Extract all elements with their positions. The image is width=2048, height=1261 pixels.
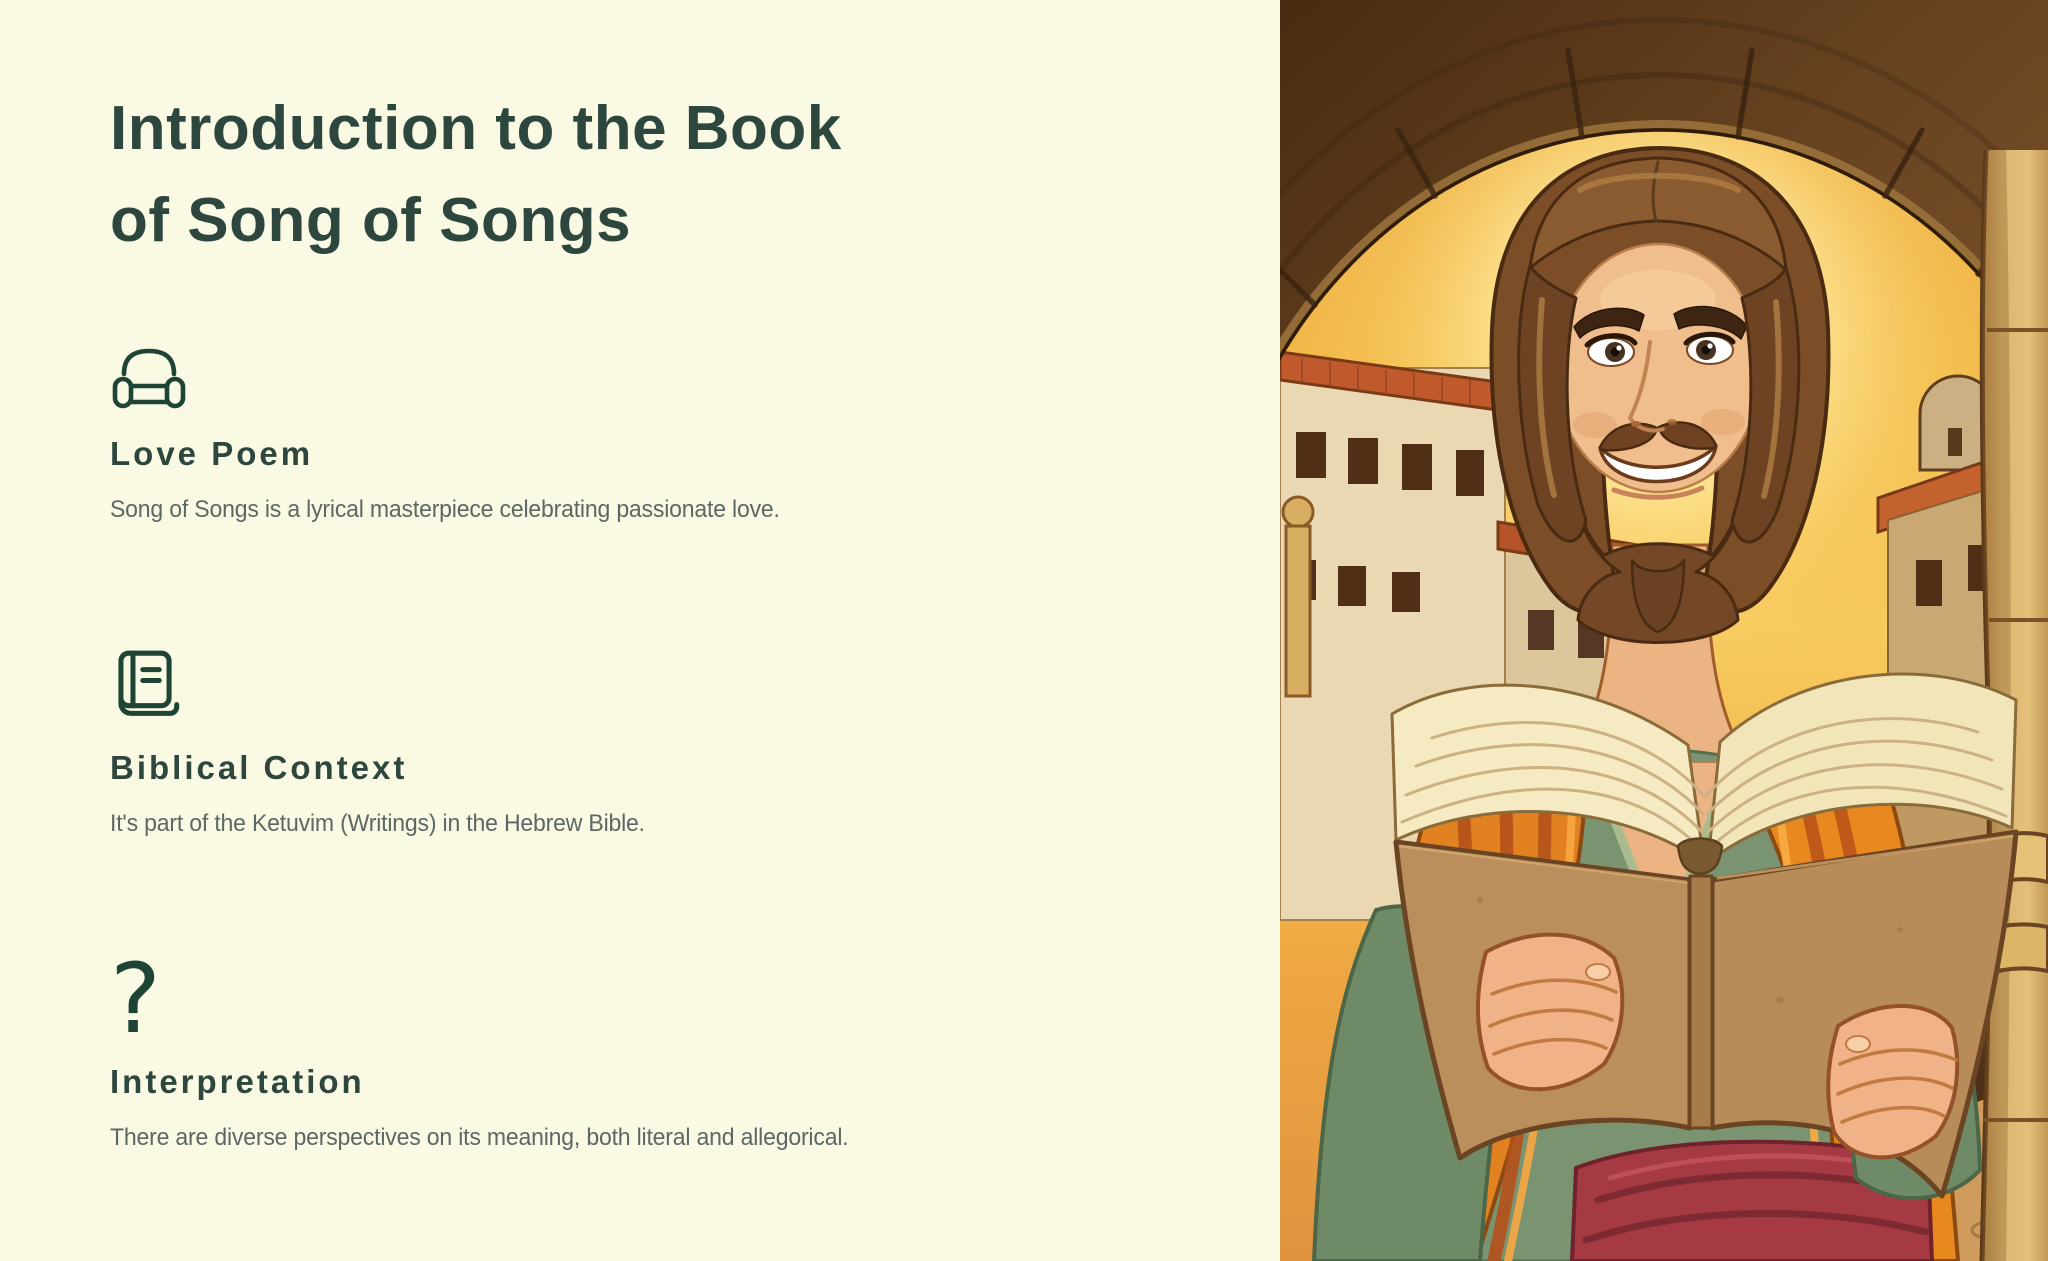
question-glyph: ? (110, 943, 161, 1055)
section-heading: Biblical Context (110, 749, 408, 786)
title-line-1: Introduction to the Book (110, 94, 842, 163)
illustration (1280, 0, 2048, 1261)
section-body: There are diverse perspectives on its meaning, both literal and allegorical. (110, 1124, 849, 1151)
right-hand (1828, 1006, 1957, 1157)
page-title (110, 83, 1190, 267)
section-body: It's part of the Ketuvim (Writings) in the Hebrew Bible. (110, 810, 645, 837)
book-icon (110, 645, 1190, 725)
illustration-svg (1280, 0, 2048, 1261)
section-interpretation (110, 943, 1190, 1153)
question-mark-icon (110, 943, 1190, 1055)
left-hand (1478, 935, 1622, 1090)
section-biblical-context (110, 645, 1190, 839)
section-body: Song of Songs is a lyrical masterpiece celebrating passionate love. (110, 496, 780, 523)
section-heading: Interpretation (110, 1063, 365, 1100)
title-line-2: of Song of Songs (110, 186, 632, 255)
section-love-poem (110, 331, 1190, 525)
armchair-icon (110, 331, 1190, 411)
section-heading: Love Poem (110, 435, 314, 472)
